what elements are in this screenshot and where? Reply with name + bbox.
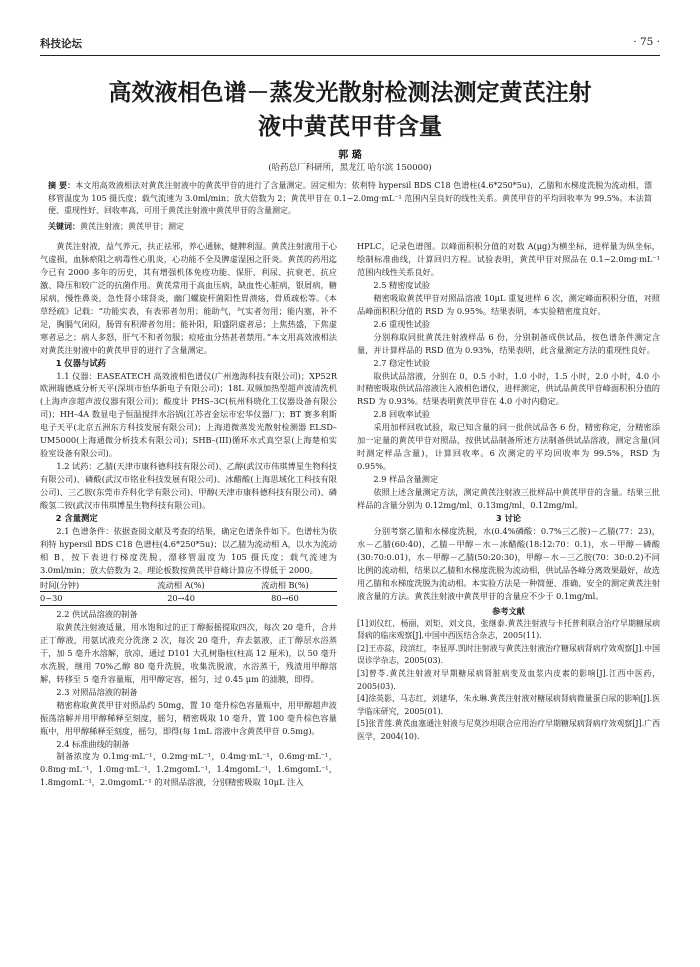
paragraph: 制备浓度为 0.1mg·mL⁻¹，0.2mg·mL⁻¹，0.4mg·mL⁻¹，0.6mg·mL⁻¹，0.8mg·mL⁻¹，1.0mg·mL⁻¹，1.2mgomL⁻¹，1.4mgomL⁻¹，1.6mgomL⁻¹，1.8mgomL⁻¹，2.0mgomL⁻¹ 的对照品溶液，分别精密吸取 10μL 注入 — [40, 751, 337, 788]
subsection-heading: 2.7 稳定性试验 — [373, 357, 430, 368]
section-heading: 2 含量测定 — [55, 513, 98, 524]
subsection-heading: 2.4 标准曲线的制备 — [56, 738, 130, 749]
intro-paragraph: 黄芪注射液，益气养元，扶正祛邪，养心通脉，健脾利湿。黄芪注射液用于心气虚损，血脉瘀阻之病毒性心肌炎，心功能不全及脾虚湿困之肝炎。黄芪的药用迄今已有 2000 多年的历史，其有增强机体免疫功能、保肝、利尿、抗衰老、抗应激、降压和较广泛的抗菌作用。黄芪常用于高血压病，缺血性心脏病，银屑病，糖尿病，慢性鼻炎，急性肾小球肾炎，幽门螺旋杆菌阳性胃溃疡，骨质疏松等。《本草经疏》记载：“功能实表，有表邪者勿用；能助气，气实者勿用；能内塞，补不足，胸膈气闭闷，肠胃有积滞者勿用；能补阳，阳盛阴虚者忌；上焦热盛，下焦虚寒者忌之；病人多怒，肝气不和者勿服；痘疮血分热甚者禁用。”本文用高效液相法对黄芪注射液中的黄芪甲苷的进行了含量测定。 — [40, 241, 337, 355]
paragraph: 精密吸取黄芪甲苷对照品溶液 10μL 重复进样 6 次，测定峰面积积分值，对照品峰面积积分值的 RSD 为 0.95%。结果表明，本实验精密度良好。 — [357, 292, 660, 316]
subsection-heading: 2.2 供试品溶液的制备 — [56, 608, 138, 619]
table-cell: 0~30 — [40, 592, 129, 606]
abstract — [48, 180, 652, 218]
paragraph: 1.2 试药：乙腈(天津市康科德科技有限公司)、乙醇(武汉市伟琪博星生物科技有限公司)、磷酸(武汉市铭业科技发展有限公司)、冰醋酸(上海思域化工科技有限公司)、三乙胺(东莞市乔科化学有限公司)、甲醇(天津市康科德科技有限公司)、磷酸氢二铵(武汉市伟琪博星生物科技有限公司)。 — [40, 461, 337, 511]
paragraph: 分别称取同批黄芪注射液样品 6 份，分别制备成供试品，按色谱条件测定含量，并计算样品的 RSD 值为 0.93%，结果表明，此含量测定方法的重现性良好。 — [357, 331, 660, 355]
subsection-heading: 2.3 对照品溶液的制备 — [56, 686, 138, 697]
title-line-1: 高效液相色谱－蒸发光散射检测法测定黄芪注射 — [108, 80, 592, 106]
abstract-text: 本文用高效液相法对黄芪注射液中的黄芪甲苷的进行了含量测定。固定相为：依利特 hypersil BDS C18 色谱柱(4.6*250*5u)，乙腈和水梯度洗脱为流动相，漂移管温度为 105 摄氏度；载气流速为 3.0ml/min；放大倍数为 2；黄芪甲苷在 0.1~2.0mg·mL⁻¹ 范围内呈良好的线性关系。黄芪甲苷的平均回收率为 99.5%。本法简便、重现性好、回收率高，可用于黄芪注射液中黄芪甲苷的含量测定。 — [48, 181, 652, 216]
table-cell: 80→60 — [233, 592, 337, 606]
subsection-heading: 2.8 回收率试验 — [373, 409, 430, 420]
table-header: 流动相 B(%) — [233, 578, 337, 592]
gradient-table — [40, 578, 337, 606]
journal-section: 科技论坛 — [40, 38, 82, 50]
paragraph: 分别考察乙腈和水梯度洗脱，水(0.4%磷酸：0.7%三乙胺)－乙腈(77：23)，水－乙腈(60:40)，乙腈－甲醇－水－冰醋酸(18:12:70：0.1)，水－甲醇－磷酸(30:70:0.01)，水－甲醇－乙腈(50:20:30)，甲醇－水－三乙胺(70：30:0.2)不同比例的流动相，结果以乙腈和水梯度洗脱为流动相，供试品各峰分离效果最好，故选用乙腈和水梯度洗脱为流动相。本实验方法是一种简便、准确、安全的测定黄芪注射液含量的方法。黄芪注射液中黄芪甲苷的含量应不少于 0.1mg/ml。 — [357, 525, 660, 601]
table-row — [40, 592, 337, 606]
header-rule — [40, 55, 660, 56]
references-title: 参考文献 — [492, 605, 525, 616]
running-header — [40, 36, 660, 52]
affiliation: (哈药总厂科研所，黑龙江 哈尔滨 150000) — [268, 163, 432, 173]
paragraph: 依照上述含量测定方法，测定黄芪注射液三批样品中黄芪甲苷的含量。结果三批样品的含量分别为 0.12mg/ml、0.13mg/ml、0.12mg/ml。 — [357, 487, 660, 511]
section-heading: 1 仪器与试药 — [55, 357, 106, 368]
keywords — [48, 221, 652, 233]
paragraph: 取黄芪注射液适量，用水饱和过的正丁醇振摇提取四次，每次 20 毫升，合并正丁醇液，用氨试液充分洗涤 2 次，每次 20 毫升，弃去氨液，正丁醇层水浴蒸干，加 5 毫升水溶解，放凉，通过 D101 大孔树脂柱(柱高 12 厘米)，以 50 毫升水洗脱，继用 70%乙醇 80 毫升洗脱，收集洗脱液，水浴蒸干，残渣用甲醇溶解，转移至 5 毫升容量瓶，用甲醇定容，摇匀，过 0.45 μm 的滤膜，即得。 — [40, 621, 337, 684]
page-number: · 75 · — [633, 36, 660, 48]
paragraph: 取供试品溶液，分别在 0，0.5 小时，1.0 小时，1.5 小时，2.0 小时，4.0 小时精密吸取供试品溶液注入液相色谱仪，进样测定，供试品黄芪甲苷峰面积积分值的 RSD 为 0.93%。结果表明黄芪甲苷在 4.0 小时内稳定。 — [357, 370, 660, 407]
paragraph: 2.1 色谱条件：依据查阅文献及考查的结果，确定色谱条件如下。色谱柱为依利特 hypersil BDS C18 色谱柱(4.6*250*5u)；以乙腈为流动相 A，以水为流动相 B，按下表进行梯度洗脱，漂移管温度为 105 摄氏度；载气流速为 3.0ml/min；放大倍数为 2。理论板数按黄芪甲苷峰计算应不得低于 2000。 — [40, 525, 337, 575]
subsection-heading: 2.6 重现性试验 — [373, 318, 430, 329]
right-column — [357, 240, 660, 744]
paper-title — [40, 76, 660, 144]
title-line-2: 液中黄芪甲苷含量 — [258, 114, 442, 140]
subsection-heading: 2.9 样品含量测定 — [373, 474, 439, 485]
reference-item: [1]刘仪红，杨丽，刘矩，刘文良，张继泰.黄芪注射液与卡托普利联合治疗早期糖尿病肾病的临床观察[J].中国中西医结合杂志，2005(11). — [357, 618, 660, 641]
reference-item: [3]曾苓.黄芪注射液对早期糖尿病肾脏病变及血浆内皮素的影响[J].江西中医药，2005(03). — [357, 669, 660, 691]
table-header-row — [40, 578, 337, 592]
table-header: 时间(分钟) — [40, 578, 129, 592]
reference-item: [2]王亦蕊，段滨红，李显厚.凯时注射液与黄芪注射液治疗糖尿病肾病疗效观察[J].中国误诊学杂志，2005(03). — [357, 643, 660, 666]
keywords-label: 关键词： — [48, 222, 80, 231]
table-header: 流动相 A(%) — [129, 578, 233, 592]
reference-item: [5]张青莲.黄芪血塞通注射液与尼莫沙坦联合应用治疗早期糖尿病肾病疗效观察[J].广西医学，2004(10). — [357, 719, 660, 741]
paragraph: 1.1 仪器：EASEATECH 高效液相色谱仪(广州逸海科技有限公司)；XP52R 欧洲瑞德威分析天平(深圳市怡华新电子有限公司)；18L 双频加热型超声波清洗机(上海声彦超声波仪器有限公司)；酸度计 PHS–3C(杭州科晓化工仪器设备有限公司)；HH–4A 数显电子恒温搅拌水浴锅(江苏省金坛市宏华仪器厂)；BT 赛多利斯电子天平(北京五洲东方科技发展有限公司)；上海道微蒸发光散射检测器 ELSD–UM5000(上海通微分析技术有限公司)；SHB–(III)循环水式真空泵(上海楚柏实验室设备有限公司)。 — [40, 370, 337, 459]
section-heading: 3 讨论 — [496, 513, 521, 524]
paragraph: 采用加样回收试验，取已知含量的同一批供试品各 6 份，精密称定，分精密添加一定量的黄芪甲苷对照品，按供试品制备所述方法制备供试品溶液，测定含量(同时测定样品含量)，计算回收率。6 次测定的平均回收率为 99.5%，RSD 为 0.95%。 — [357, 422, 660, 472]
subsection-heading: 2.5 精密度试验 — [373, 279, 430, 290]
table-cell: 20→40 — [129, 592, 233, 606]
paragraph: 精密称取黄芪甲苷对照品约 50mg，置 10 毫升棕色容量瓶中，用甲醇超声波振荡溶解并用甲醇稀释至刻度，摇匀，精密吸取 10 毫升，置 100 毫升棕色容量瓶中，用甲醇稀释至刻度，摇匀，即得(每 1mL 溶液中含黄芪甲苷 0.5mg)。 — [40, 699, 337, 736]
author: 郭 璐 — [338, 150, 362, 161]
left-column — [40, 240, 337, 789]
reference-item: [4]徐英影，马志红，刘建华，朱永琳.黄芪注射液对糖尿病肾病微量蛋白尿的影响[J].医学临床研究，2005(01). — [357, 694, 660, 716]
paragraph: HPLC，记录色谱图。以峰面积积分值的对数 A(μg)为横坐标，进样量为纵坐标，绘制标准曲线，计算回归方程。试验表明，黄芪甲苷对照品在 0.1~2.0mg·mL⁻¹ 范围内线性关系良好。 — [357, 241, 660, 277]
abstract-label: 摘 要： — [48, 181, 76, 190]
keywords-text: 黄芪注射液；黄芪甲苷；测定 — [80, 222, 184, 231]
